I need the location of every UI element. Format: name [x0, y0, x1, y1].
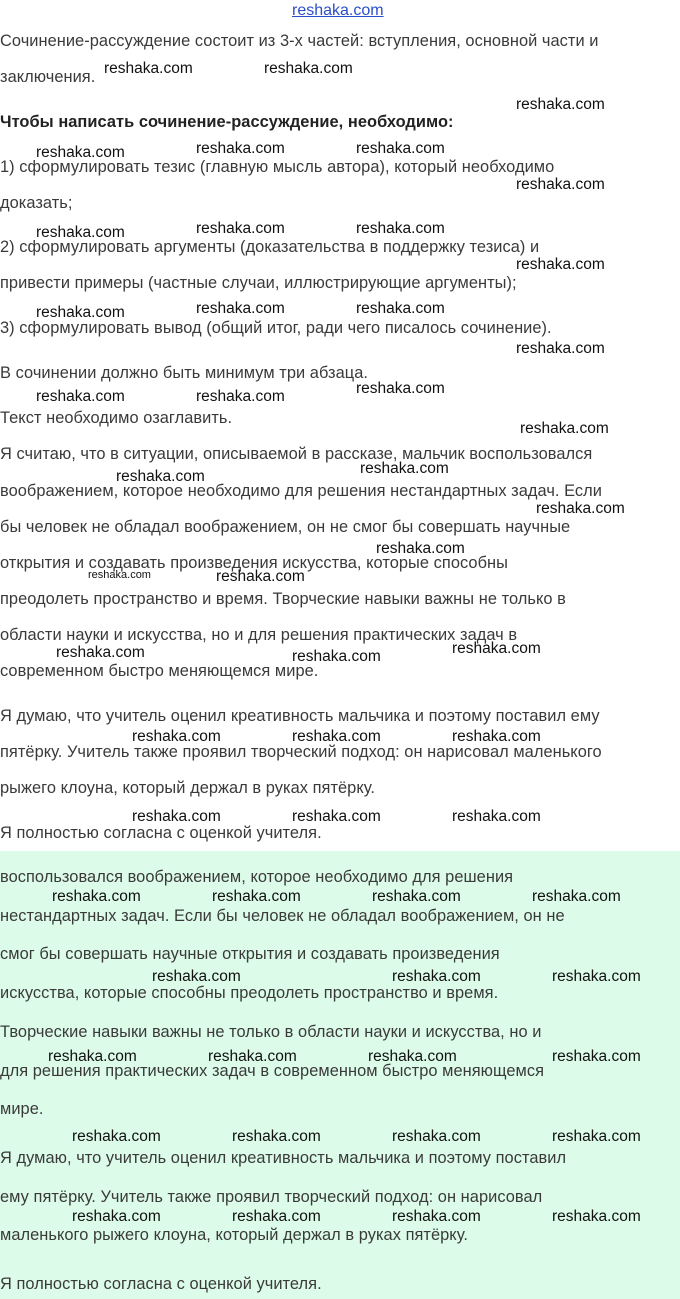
watermark: reshaka.com: [452, 640, 541, 657]
answer-line: Я полностью согласна с оценкой учителя.: [0, 1275, 322, 1293]
watermark: reshaka.com: [532, 888, 621, 905]
watermark: reshaka.com: [36, 304, 125, 321]
answer-line: Я думаю, что учитель оценил креативность мальчика и поэтому поставил: [0, 1149, 567, 1167]
answer-line: для решения практических задач в современном быстро меняющемся: [0, 1062, 545, 1080]
text-line: заключения.: [0, 68, 96, 86]
watermark: reshaka.com: [452, 728, 541, 745]
text-line: Я считаю, что в ситуации, описываемой в рассказе, мальчик воспользовался: [0, 445, 593, 463]
watermark: reshaka.com: [552, 1128, 641, 1145]
watermark: reshaka.com: [208, 1048, 297, 1065]
answer-line: смог бы совершать научные открытия и создавать произведения: [0, 945, 500, 963]
watermark: reshaka.com: [356, 220, 445, 237]
watermark: reshaka.com: [212, 888, 301, 905]
text-line: области науки и искусства, но и для решения практических задач в: [0, 626, 518, 644]
text-line: привести примеры (частные случаи, иллюстрирующие аргументы);: [0, 274, 517, 292]
watermark: reshaka.com: [360, 460, 449, 477]
watermark: reshaka.com: [196, 140, 285, 157]
watermark: reshaka.com: [292, 728, 381, 745]
text-line: открытия и создавать произведения искусства, которые способны: [0, 554, 508, 572]
text-line: Я полностью согласна с оценкой учителя.: [0, 824, 322, 842]
watermark: reshaka.com: [264, 60, 353, 77]
text-line: 3) сформулировать вывод (общий итог, ради чего писалось сочинение).: [0, 319, 552, 337]
watermark: reshaka.com: [88, 569, 151, 581]
watermark: reshaka.com: [516, 176, 605, 193]
text-line: пятёрку. Учитель также проявил творческий подход: он нарисовал маленького: [0, 743, 602, 761]
watermark: reshaka.com: [372, 888, 461, 905]
text-line: Я думаю, что учитель оценил креативность мальчика и поэтому поставил ему: [0, 707, 600, 725]
text-line: рыжего клоуна, который держал в руках пятёрку.: [0, 779, 375, 797]
watermark: reshaka.com: [132, 728, 221, 745]
watermark: reshaka.com: [36, 388, 125, 405]
answer-line: маленького рыжего клоуна, который держал в руках пятёрку.: [0, 1226, 468, 1244]
watermark: reshaka.com: [552, 968, 641, 985]
watermark: reshaka.com: [368, 1048, 457, 1065]
watermark: reshaka.com: [196, 300, 285, 317]
watermark: reshaka.com: [36, 144, 125, 161]
text-line: В сочинении должно быть минимум три абзаца.: [0, 364, 368, 382]
text-line: 2) сформулировать аргументы (доказательства в поддержку тезиса) и: [0, 238, 540, 256]
text-line: 1) сформулировать тезис (главную мысль автора), который необходимо: [0, 158, 555, 176]
watermark: reshaka.com: [356, 380, 445, 397]
watermark: reshaka.com: [216, 568, 305, 585]
watermark: reshaka.com: [392, 1128, 481, 1145]
watermark: reshaka.com: [376, 540, 465, 557]
watermark: reshaka.com: [516, 340, 605, 357]
watermark: reshaka.com: [132, 808, 221, 825]
watermark: reshaka.com: [196, 220, 285, 237]
text-line: преодолеть пространство и время. Творческие навыки важны не только в: [0, 590, 566, 608]
text-line: бы человек не обладал воображением, он не смог бы совершать научные: [0, 518, 571, 536]
watermark: reshaka.com: [104, 60, 193, 77]
answer-line: нестандартных задач. Если бы человек не обладал воображением, он не: [0, 907, 565, 925]
watermark: reshaka.com: [48, 1048, 137, 1065]
watermark: reshaka.com: [116, 468, 205, 485]
watermark: reshaka.com: [516, 96, 605, 113]
answer-line: искусства, которые способны преодолеть пространство и время.: [0, 984, 499, 1002]
watermark: reshaka.com: [392, 1208, 481, 1225]
answer-line: мире.: [0, 1100, 44, 1118]
text-line: воображением, которое необходимо для решения нестандартных задач. Если: [0, 482, 602, 500]
watermark: reshaka.com: [392, 968, 481, 985]
watermark: reshaka.com: [292, 808, 381, 825]
watermark: reshaka.com: [56, 644, 145, 661]
answer-line: ему пятёрку. Учитель также проявил творческий подход: он нарисовал: [0, 1188, 543, 1206]
watermark: reshaka.com: [232, 1128, 321, 1145]
watermark: reshaka.com: [356, 140, 445, 157]
watermark: reshaka.com: [520, 420, 609, 437]
watermark: reshaka.com: [516, 256, 605, 273]
watermark: reshaka.com: [196, 388, 285, 405]
watermark: reshaka.com: [552, 1048, 641, 1065]
text-line: Текст необходимо озаглавить.: [0, 409, 233, 427]
watermark: reshaka.com: [72, 1128, 161, 1145]
text-line: доказать;: [0, 194, 73, 212]
watermark: reshaka.com: [52, 888, 141, 905]
text-line: современном быстро меняющемся мире.: [0, 662, 319, 680]
watermark: reshaka.com: [292, 648, 381, 665]
watermark: reshaka.com: [72, 1208, 161, 1225]
watermark: reshaka.com: [36, 224, 125, 241]
answer-line: воспользовался воображением, которое необходимо для решения: [0, 868, 514, 886]
watermark: reshaka.com: [536, 500, 625, 517]
watermark: reshaka.com: [552, 1208, 641, 1225]
watermark: reshaka.com: [452, 808, 541, 825]
section-heading: Чтобы написать сочинение-рассуждение, необходимо:: [0, 113, 454, 131]
site-link[interactable]: reshaka.com: [292, 2, 384, 19]
watermark: reshaka.com: [356, 300, 445, 317]
answer-line: Творческие навыки важны не только в области науки и искусства, но и: [0, 1023, 542, 1041]
watermark: reshaka.com: [152, 968, 241, 985]
watermark: reshaka.com: [232, 1208, 321, 1225]
text-line: Сочинение-рассуждение состоит из 3-х частей: вступления, основной части и: [0, 32, 599, 50]
